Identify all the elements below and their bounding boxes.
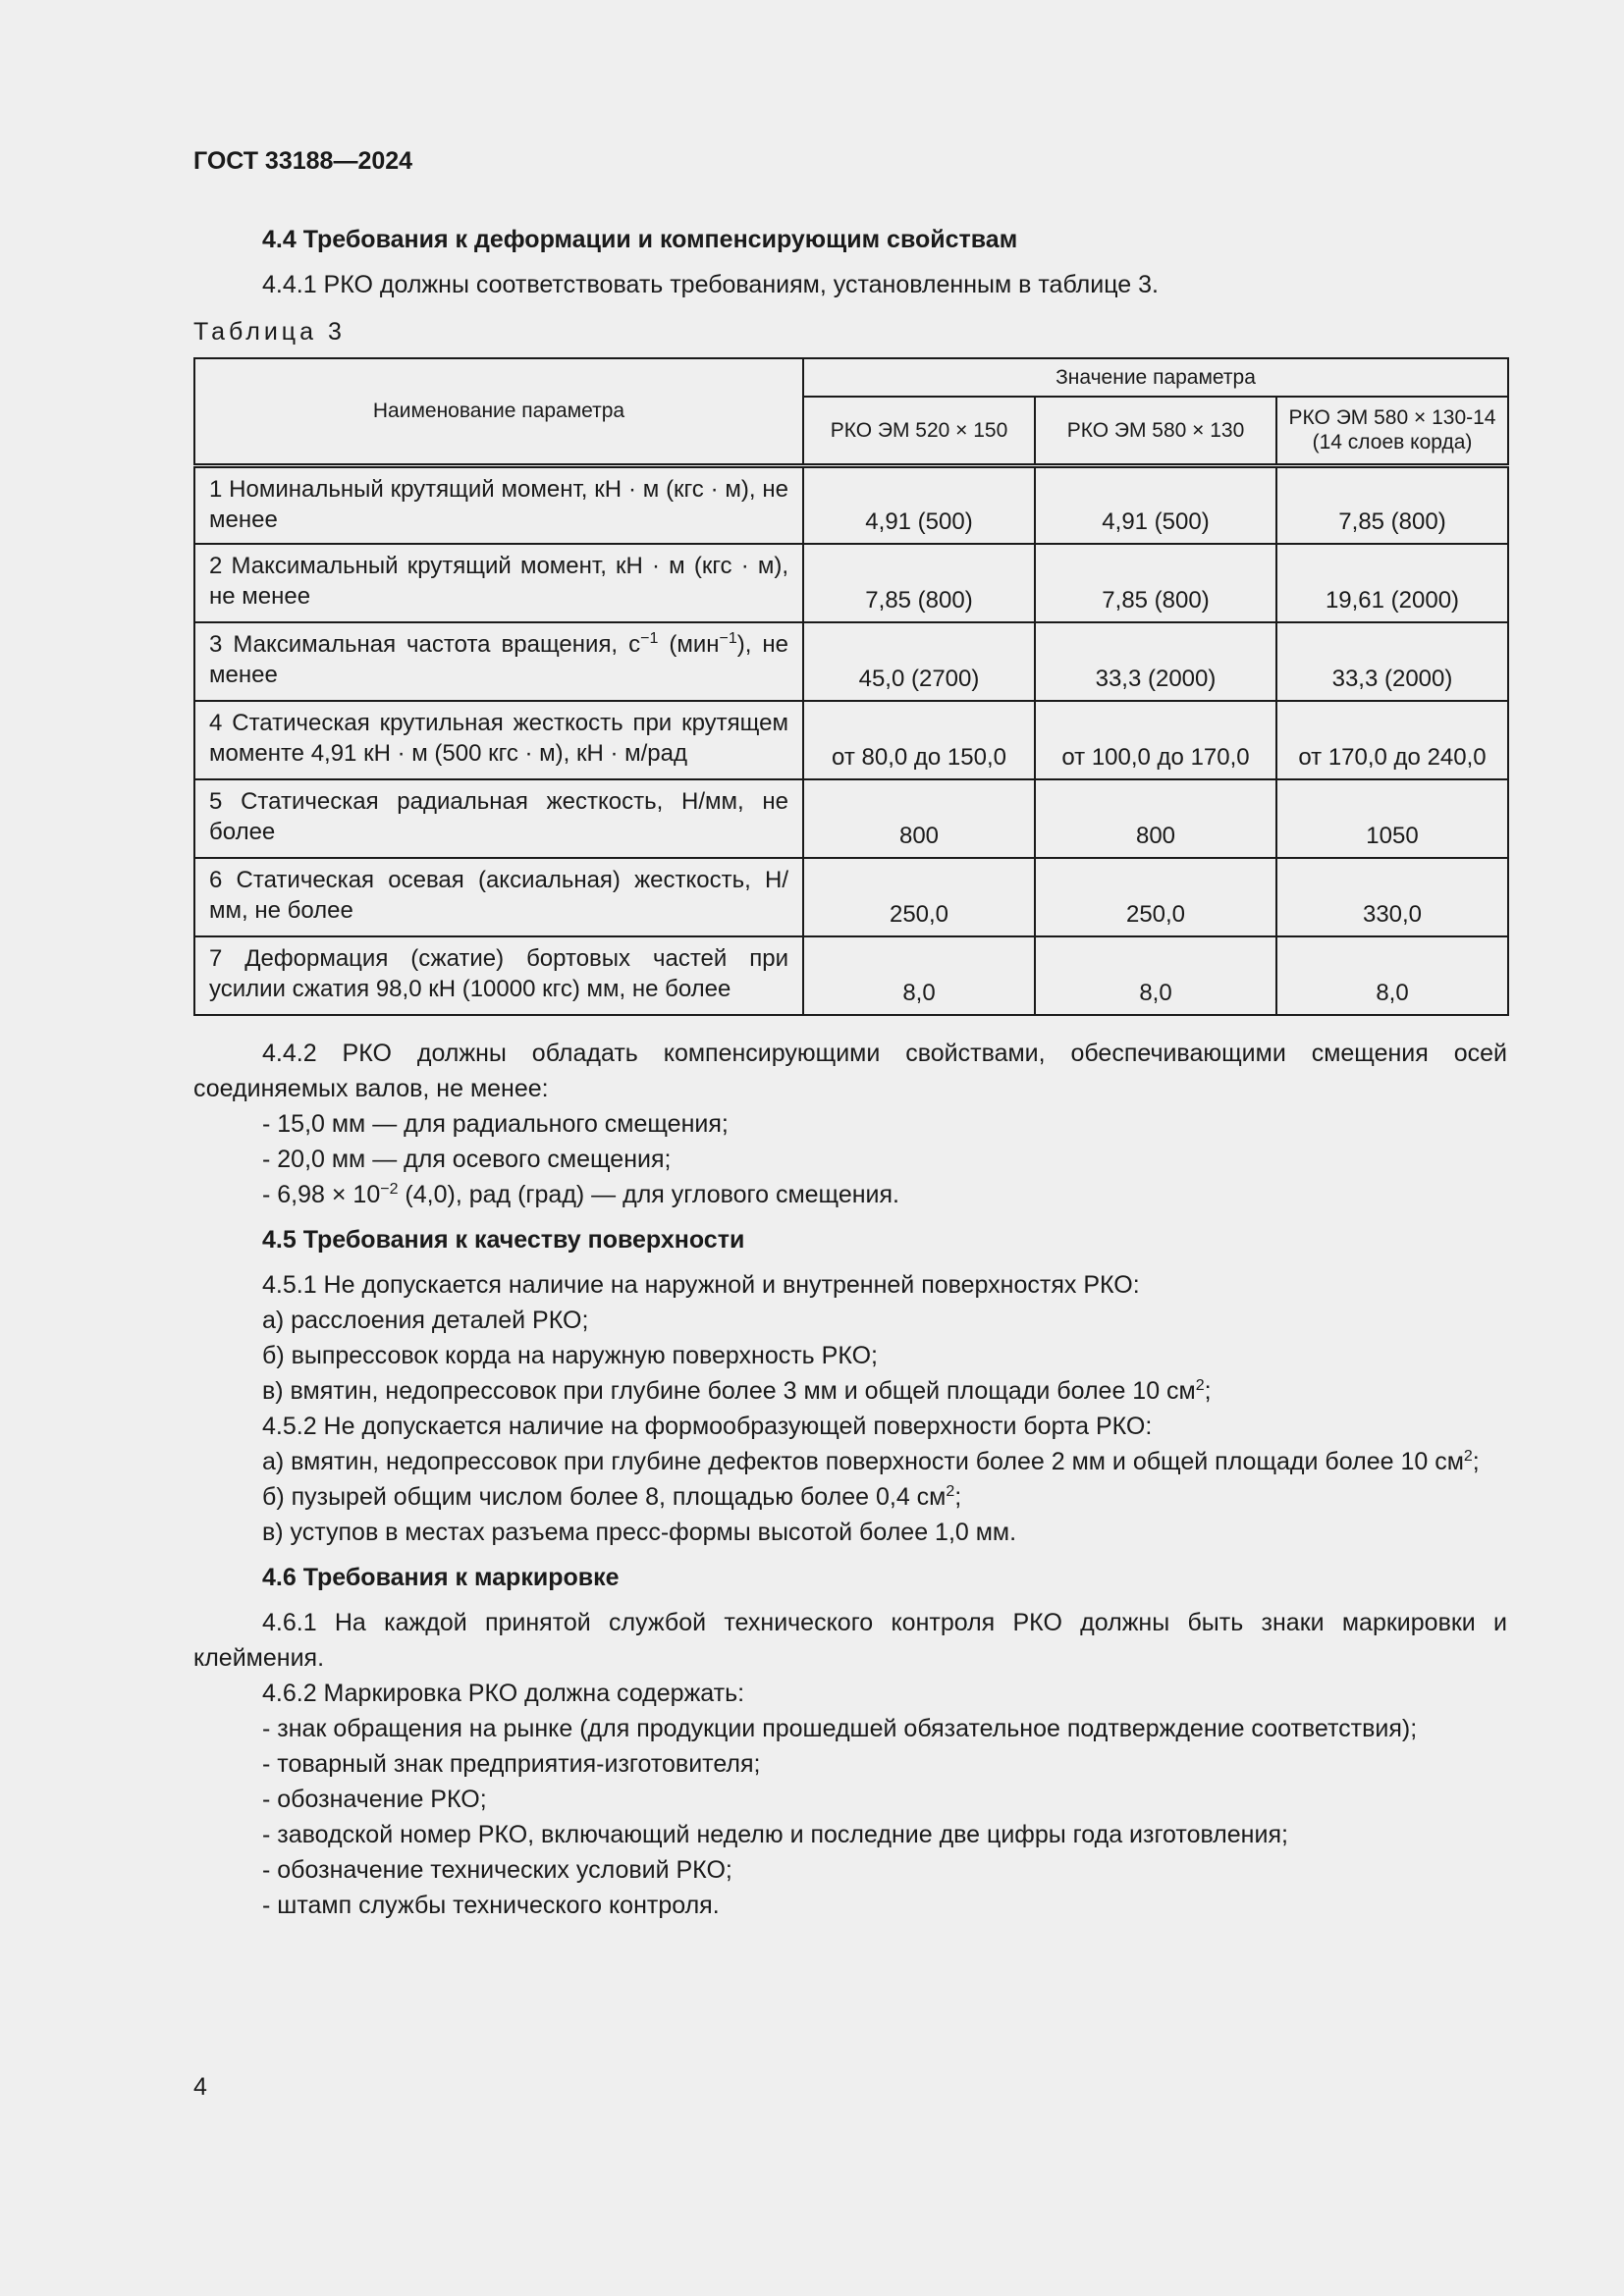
table-row: [194, 465, 1508, 544]
value-cell: 1050: [1276, 779, 1508, 858]
value-cell: от 80,0 до 150,0: [803, 701, 1035, 779]
list-item: - обозначение РКО;: [262, 1786, 487, 1813]
page-content: [193, 222, 1507, 1923]
table-row: [194, 622, 1508, 701]
col-header-rko-580-14-sub: (14 слоев корда): [1312, 431, 1473, 454]
value-cell: 4,91 (500): [1035, 465, 1276, 544]
section-4-4-title: 4.4 Требования к деформации и компенсирующим свойствам: [262, 226, 1018, 253]
col-header-rko-520: РКО ЭМ 520 × 150: [803, 397, 1035, 465]
col-header-rko-580-14: [1276, 397, 1508, 465]
table-row: [194, 779, 1508, 858]
value-cell: 800: [1035, 779, 1276, 858]
value-cell: 8,0: [803, 936, 1035, 1015]
value-cell: 800: [803, 779, 1035, 858]
list-item: в) уступов в местах разъема пресс-формы высотой более 1,0 мм.: [262, 1519, 1017, 1546]
col-header-rko-580-14-title: РКО ЭМ 580 × 130-14: [1288, 406, 1496, 430]
param-name: 5 Статическая радиальная жесткость, Н/мм, не более: [194, 779, 803, 858]
table-3: [193, 357, 1509, 1016]
value-cell: 19,61 (2000): [1276, 544, 1508, 622]
table-row: [194, 701, 1508, 779]
value-cell: 33,3 (2000): [1035, 622, 1276, 701]
list-item: а) расслоения деталей РКО;: [262, 1307, 589, 1334]
value-cell: 250,0: [803, 858, 1035, 936]
list-item: б) пузырей общим числом более 8, площадью более 0,4 $см^2$;: [262, 1483, 962, 1511]
value-cell: 8,0: [1035, 936, 1276, 1015]
list-item: - 15,0 мм — для радиального смещения;: [262, 1110, 729, 1138]
table-caption: Таблица 3: [193, 318, 346, 346]
param-name: 2 Максимальный крутящий момент, кН · м (кгс · м), не менее: [194, 544, 803, 622]
list-item: - 20,0 мм — для осевого смещения;: [262, 1146, 672, 1173]
value-cell: 250,0: [1035, 858, 1276, 936]
list-item: б) выпрессовок корда на наружную поверхность РКО;: [262, 1342, 878, 1369]
list-item: в) вмятин, недопрессовок при глубине более 3 мм и общей площади более 10 $см^2$;: [262, 1377, 1212, 1405]
list-item: а) вмятин, недопрессовок при глубине дефектов поверхности более 2 мм и общей площади более 10 $см^2$;: [262, 1448, 1480, 1475]
document-header: ГОСТ 33188—2024: [193, 147, 413, 175]
list-item: - обозначение технических условий РКО;: [262, 1856, 732, 1884]
paragraph-4-5-2: 4.5.2 Не допускается наличие на формообразующей поверхности борта РКО:: [262, 1413, 1153, 1440]
value-cell: 7,85 (800): [1035, 544, 1276, 622]
param-name: 6 Статическая осевая (аксиальная) жесткость, Н/мм, не более: [194, 858, 803, 936]
paragraph-4-6-2: 4.6.2 Маркировка РКО должна содержать:: [262, 1680, 745, 1707]
value-cell: 7,85 (800): [803, 544, 1035, 622]
page-number: 4: [193, 2073, 207, 2101]
list-item: - $6,98 \times 10^{-2}$ (4,0), рад (град) — для углового смещения.: [262, 1181, 899, 1208]
value-cell: 8,0: [1276, 936, 1508, 1015]
value-cell: 33,3 (2000): [1276, 622, 1508, 701]
paragraph-4-4-1: 4.4.1 РКО должны соответствовать требованиям, установленным в таблице 3.: [262, 271, 1159, 298]
value-cell: 330,0: [1276, 858, 1508, 936]
value-cell: от 170,0 до 240,0: [1276, 701, 1508, 779]
table-row: [194, 936, 1508, 1015]
paragraph-4-4-2: 4.4.2 РКО должны обладать компенсирующими свойствами, обеспечивающими смещения осей соединяемых валов, не менее:: [193, 1040, 1507, 1102]
col-header-parameter: Наименование параметра: [194, 358, 803, 465]
param-name: 4 Статическая крутильная жесткость при крутящем моменте 4,91 кН · м (500 кгс · м), кН · м/рад: [194, 701, 803, 779]
param-name: 3 Максимальная частота вращения, $с^{-1}$ (мин$^{-1}$), не менее: [194, 622, 803, 701]
paragraph-4-6-1: 4.6.1 На каждой принятой службой технического контроля РКО должны быть знаки маркировки и клеймения.: [193, 1609, 1507, 1672]
value-cell: 45,0 (2700): [803, 622, 1035, 701]
section-4-6-title: 4.6 Требования к маркировке: [262, 1564, 620, 1591]
col-header-rko-580: РКО ЭМ 580 × 130: [1035, 397, 1276, 465]
col-header-value-group: Значение параметра: [803, 358, 1508, 397]
value-cell: 4,91 (500): [803, 465, 1035, 544]
param-name: 1 Номинальный крутящий момент, кН · м (кгс · м), не менее: [194, 465, 803, 544]
table-row: [194, 858, 1508, 936]
value-cell: 7,85 (800): [1276, 465, 1508, 544]
list-item: - знак обращения на рынке (для продукции прошедшей обязательное подтверждение соответствия);: [262, 1715, 1418, 1742]
value-cell: от 100,0 до 170,0: [1035, 701, 1276, 779]
paragraph-4-5-1: 4.5.1 Не допускается наличие на наружной и внутренней поверхностях РКО:: [262, 1271, 1140, 1299]
list-item: - штамп службы технического контроля.: [262, 1892, 720, 1919]
table-row: [194, 544, 1508, 622]
list-item: - заводской номер РКО, включающий неделю и последние две цифры года изготовления;: [262, 1821, 1288, 1848]
list-item: - товарный знак предприятия-изготовителя;: [262, 1750, 761, 1778]
section-4-5-title: 4.5 Требования к качеству поверхности: [262, 1226, 745, 1254]
param-name: 7 Деформация (сжатие) бортовых частей при усилии сжатия 98,0 кН (10000 кгс) мм, не более: [194, 936, 803, 1015]
